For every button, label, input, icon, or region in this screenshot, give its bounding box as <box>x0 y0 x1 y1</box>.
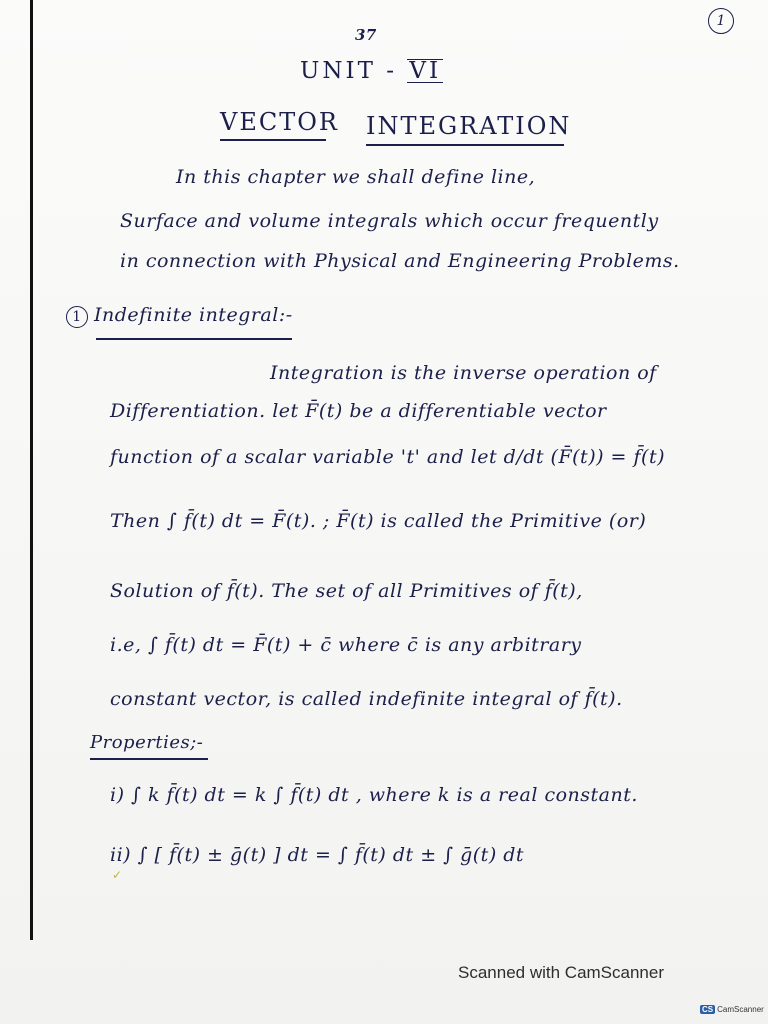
page-left-edge <box>30 0 33 940</box>
unit-prefix: UNIT - <box>300 58 408 84</box>
title-underline <box>366 144 564 146</box>
property-item: i) ∫ k f̄(t) dt = k ∫ f̄(t) dt , where k is a real constant. <box>110 784 638 806</box>
section-heading-text: Indefinite integral:- <box>94 304 293 326</box>
section-heading <box>66 304 293 328</box>
body-line: Then ∫ f̄(t) dt = F̄(t). ; F̄(t) is called the Primitive (or) <box>110 510 647 532</box>
body-line: Differentiation. let F̄(t) be a differentiable vector <box>110 400 607 422</box>
page-number: 1 <box>708 8 734 34</box>
intro-line: In this chapter we shall define line, <box>176 166 536 188</box>
body-line: Integration is the inverse operation of <box>270 362 657 384</box>
body-line: function of a scalar variable 't' and let d/dt (F̄(t)) = f̄(t) <box>110 446 666 468</box>
properties-heading: Properties;- <box>90 732 204 753</box>
intro-line: in connection with Physical and Engineering Problems. <box>120 250 680 272</box>
intro-line: Surface and volume integrals which occur frequently <box>120 210 659 232</box>
chapter-title-integration: INTEGRATION <box>366 112 572 140</box>
body-line: constant vector, is called indefinite integral of f̄(t). <box>110 688 623 710</box>
property-item: ii) ∫ [ f̄(t) ± ḡ(t) ] dt = ∫ f̄(t) dt ± ∫ ḡ(t) dt <box>110 844 525 866</box>
body-line: i.e, ∫ f̄(t) dt = F̄(t) + c̄ where c̄ is any arbitrary <box>110 634 582 656</box>
top-mark: 37 <box>355 26 377 44</box>
camscanner-badge-text: CamScanner <box>717 1005 764 1014</box>
chapter-title-vector: VECTOR <box>220 108 339 136</box>
scanner-watermark: Scanned with CamScanner <box>458 963 665 982</box>
title-underline <box>220 139 326 141</box>
body-line: Solution of f̄(t). The set of all Primitives of f̄(t), <box>110 580 583 602</box>
camscanner-logo-icon: CS <box>702 1005 714 1014</box>
unit-number: VI <box>409 58 442 84</box>
section-underline <box>96 338 292 340</box>
unit-title <box>300 58 443 84</box>
camscanner-badge <box>700 1005 764 1014</box>
properties-underline <box>90 758 208 760</box>
stray-mark: ✓ <box>112 868 123 882</box>
section-number: 1 <box>66 306 88 328</box>
